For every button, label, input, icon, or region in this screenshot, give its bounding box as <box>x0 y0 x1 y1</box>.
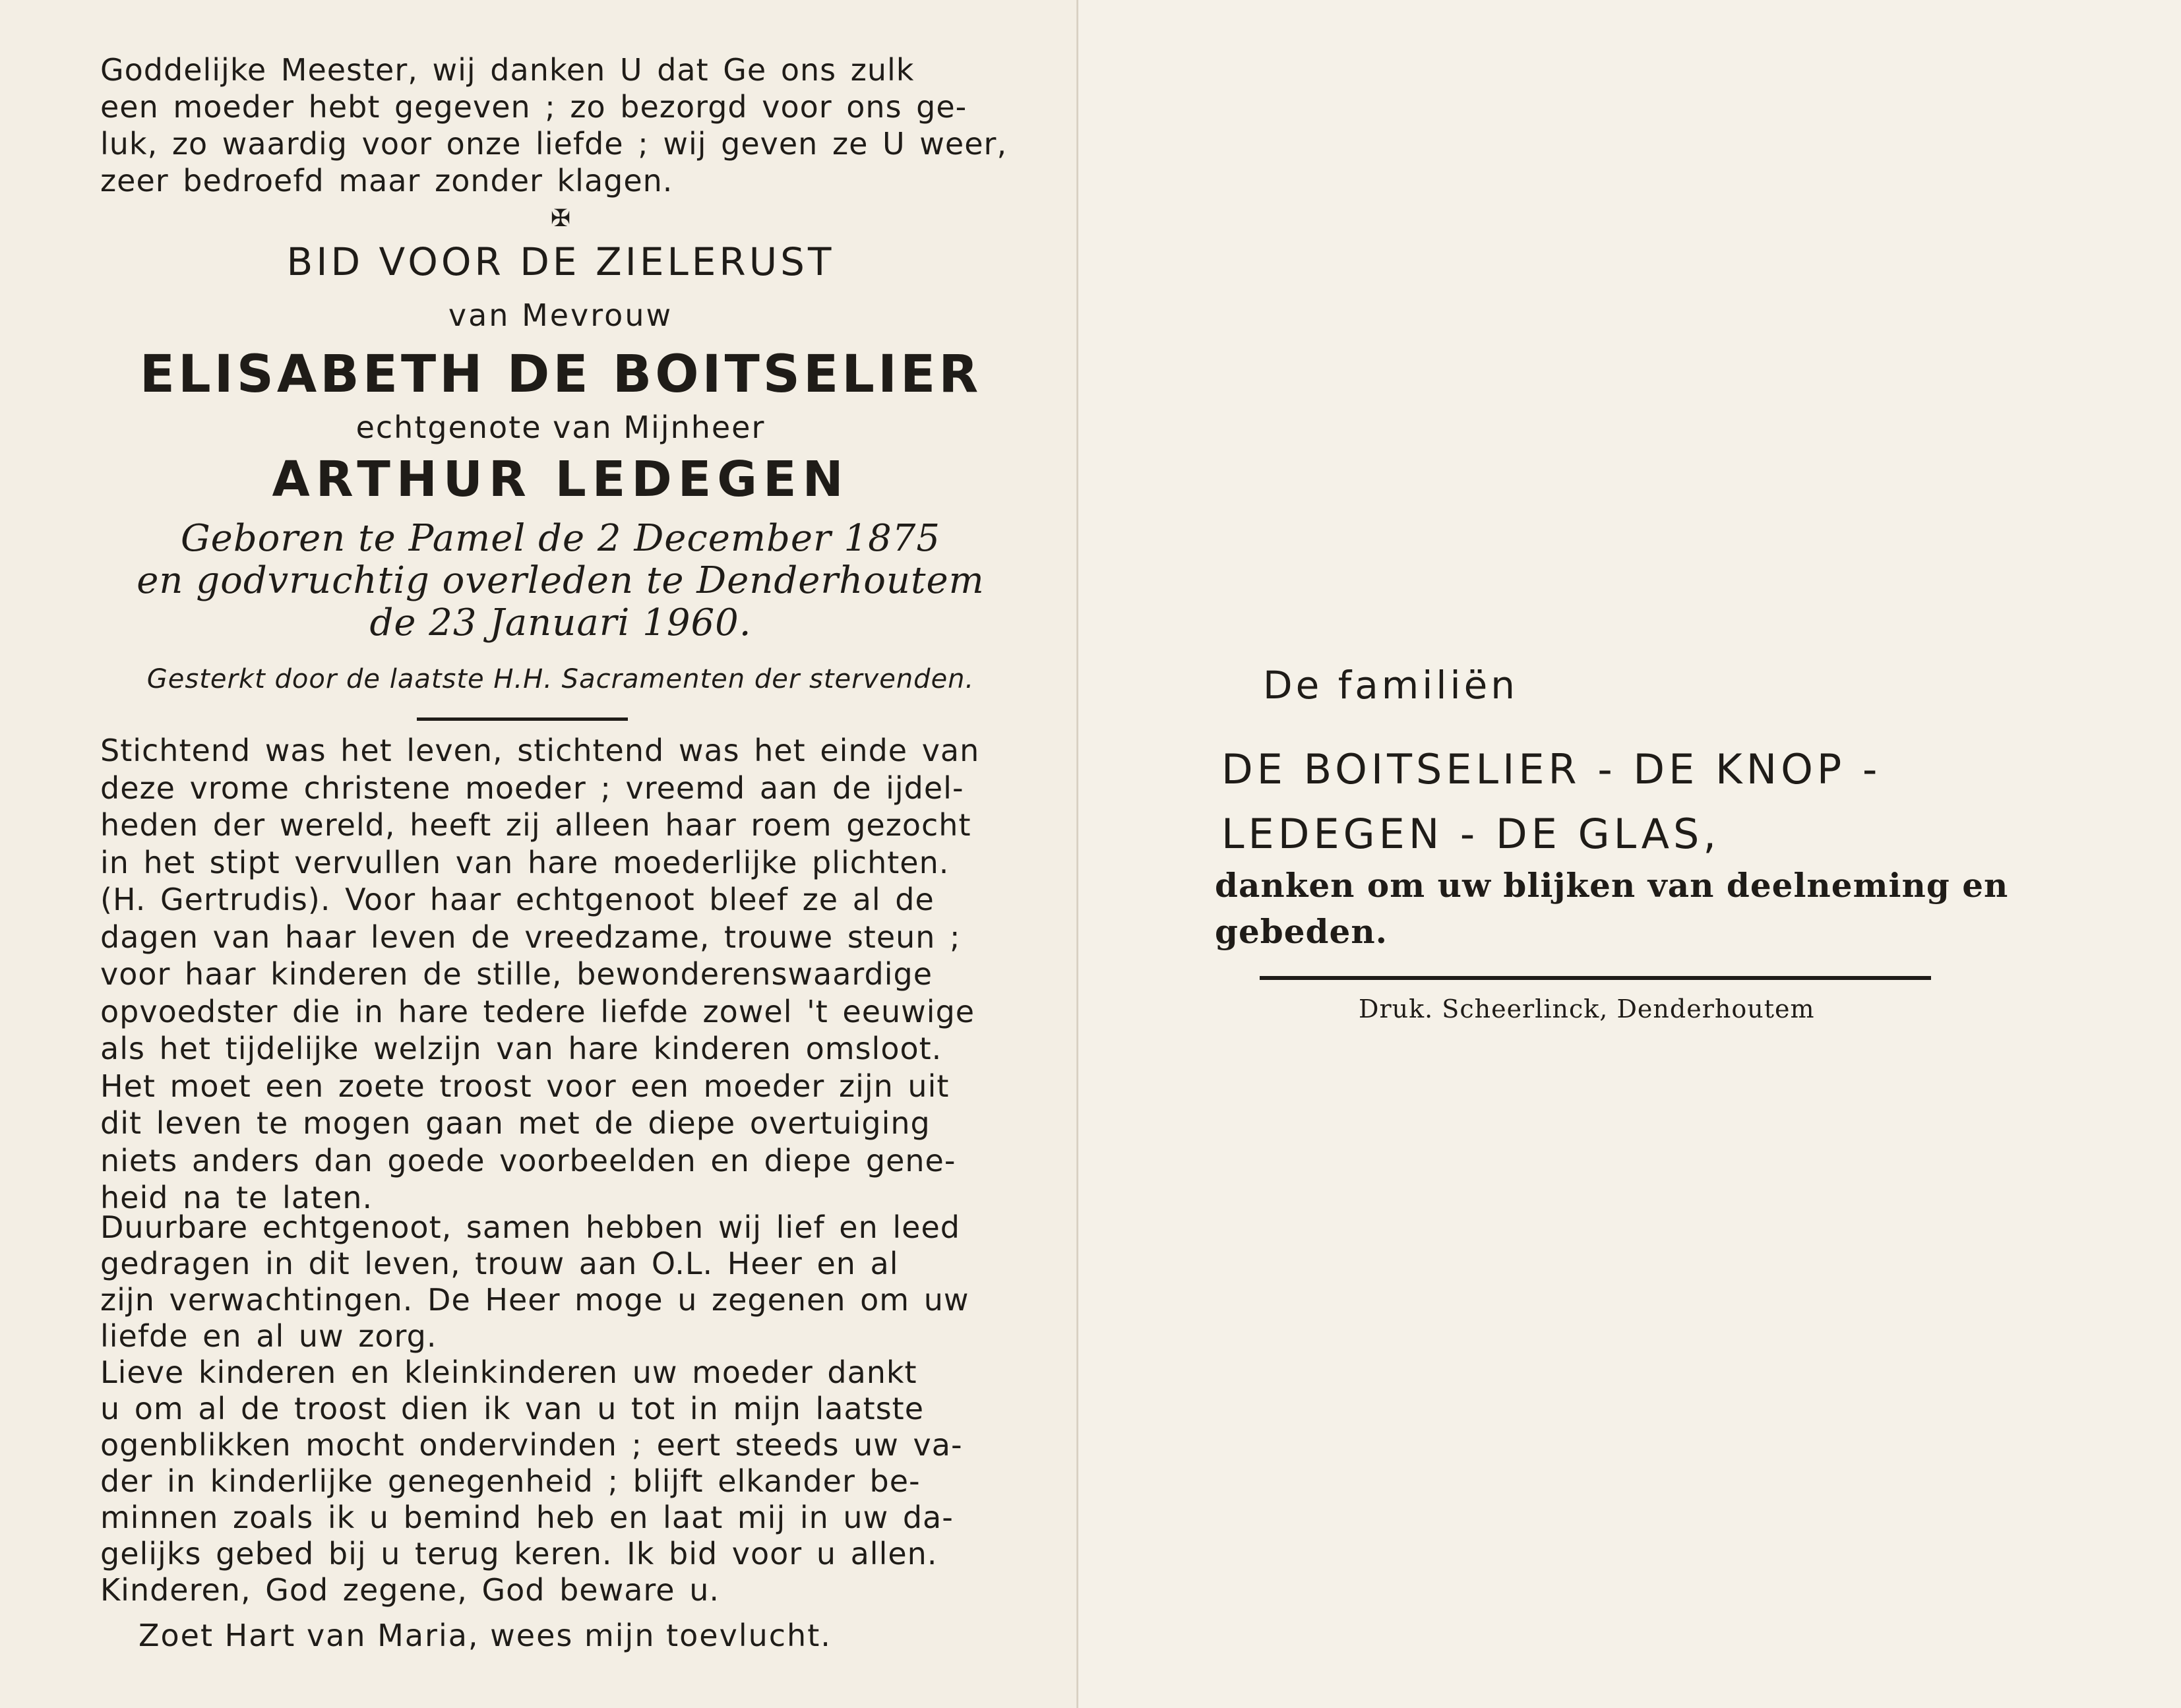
sacraments-line: Gesterkt door de laatste H.H. Sacramenten der stervenden. <box>146 664 975 694</box>
printer-credit: Druk. Scheerlinck, Denderhoutem <box>1359 994 1815 1023</box>
tribute-paragraph: Stichtend was het leven, stichtend was het einde van deze vrome christene moeder ; vreemd aan de ijdel- heden der wereld, heeft zij alleen haar roem gezocht in het stipt vervullen van hare moederlijke plichten. (H. Gertrudis). Voor haar echtgenoot bleef ze al de dagen van haar leven de vreedzame, trouwe steun ; voor haar kinderen de stille, bewonderenswaardige opvoedster die in hare tedere liefde zowel 't eeuwige als het tijdelijke welzijn van hare kinderen omsloot. Het moet een zoete troost voor een moeder zijn uit dit leven te mogen gaan met de diepe overtuiging niets anders dan goede voorbeelden en diepe gene- heid na te laten. <box>100 733 980 1215</box>
family-names <box>1221 737 2132 867</box>
death-line: en godvruchtig overleden te Denderhoutem <box>137 559 985 602</box>
family-names-line: DE BOITSELIER - DE KNOP - <box>1221 745 1882 793</box>
death-date: de 23 Januari 1960. <box>369 601 752 644</box>
intro-prayer: Goddelijke Meester, wij danken U dat Ge ons zulk een moeder hebt gegeven ; zo bezorgd voor ons ge- luk, zo waardig voor onze liefde ; wij geven ze U weer, zeer bedroefd maar zonder klagen. <box>100 52 1008 198</box>
spouse-label: echtgenote van Mijnheer <box>355 410 766 445</box>
divider <box>1260 976 1931 980</box>
families-label: De familiën <box>1263 663 1519 708</box>
title-line: van Mevrouw <box>448 297 673 333</box>
deceased-name: ELISABETH DE BOITSELIER <box>139 345 982 404</box>
divider <box>417 717 628 721</box>
closing-prayer: Zoet Hart van Maria, wees mijn toevlucht. <box>138 1618 832 1653</box>
prayer-heading: BID VOOR DE ZIELERUST <box>286 239 835 284</box>
cross-icon: ✠ <box>550 205 571 232</box>
thanks-text: danken om uw blijken van deelneming en gebeden. <box>1215 866 2009 951</box>
farewell-paragraph: Duurbare echtgenoot, samen hebben wij lief en leed gedragen in dit leven, trouw aan O.L. Heer en al zijn verwachtingen. De Heer moge u zegenen om uw liefde en al uw zorg. Lieve kinderen en kleinkinderen uw moeder dankt u om al de troost dien ik van u tot in mijn laatste ogenblikken mocht ondervinden ; eert steeds uw va- der in kinderlijke genegenheid ; blijft elkander be- minnen zoals ik u bemind heb en laat mij in uw da- gelijks gebed bij u terug keren. Ik bid voor u allen. Kinderen, God zegene, God beware u. <box>100 1209 969 1608</box>
left-page <box>0 0 1078 1708</box>
family-names-line: LEDEGEN - DE GLAS, <box>1221 810 1721 858</box>
spouse-name: ARTHUR LEDEGEN <box>272 451 849 508</box>
birth-line: Geboren te Pamel de 2 December 1875 <box>180 517 941 560</box>
